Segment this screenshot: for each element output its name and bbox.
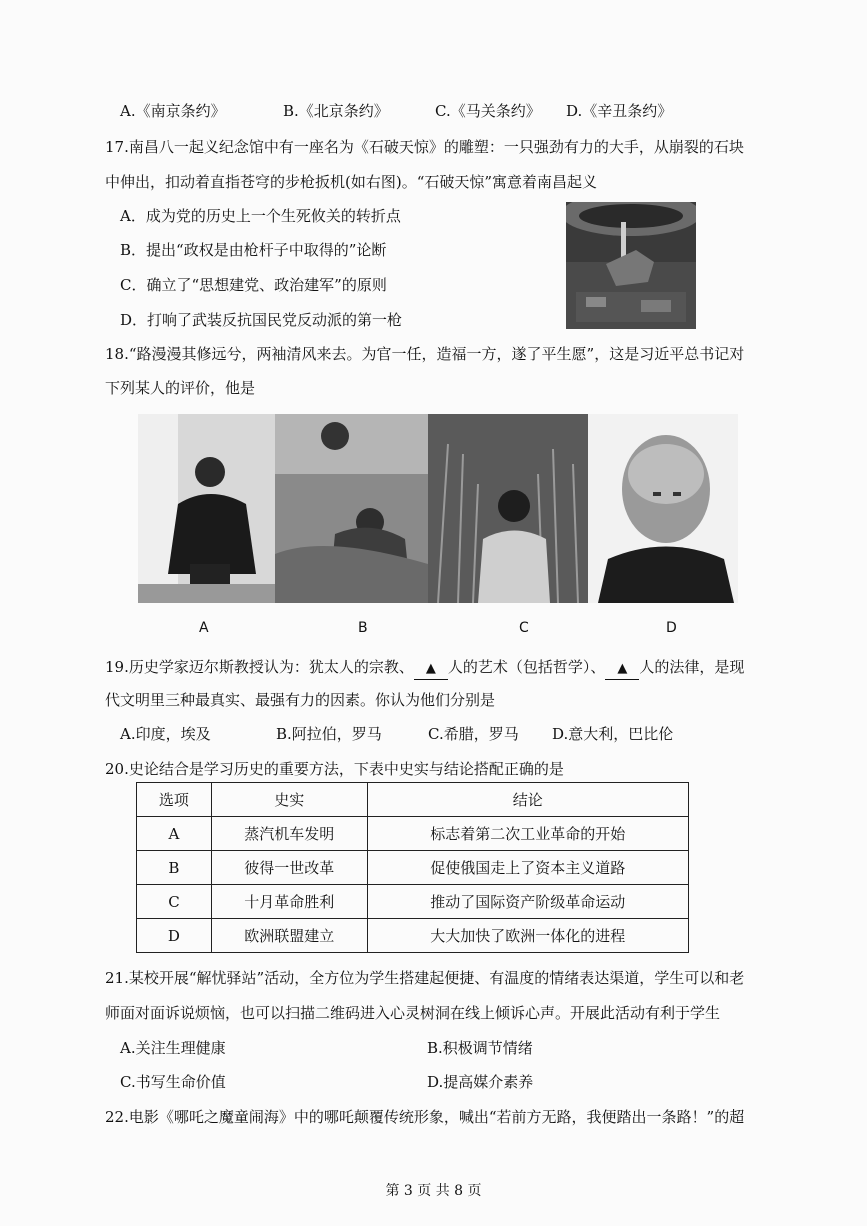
table-cell-option: C — [137, 885, 212, 919]
q16-option-d: D.《辛丑条约》 — [566, 102, 673, 120]
table-row — [137, 919, 689, 953]
q19-blank-2: ▲ — [605, 659, 639, 680]
table-cell-option: A — [137, 817, 212, 851]
q19-stem-line1 — [105, 657, 744, 680]
q19-option-b: B.阿拉伯，罗马 — [276, 725, 382, 743]
page-footer: 第 3 页 共 8 页 — [385, 1183, 482, 1199]
table-cell-fact: 蒸汽机车发明 — [211, 817, 367, 851]
q17-option-c: C．确立了“思想建党、政治建军”的原则 — [120, 276, 387, 294]
table-row — [137, 885, 689, 919]
header-fact: 史实 — [211, 783, 367, 817]
header-conclusion: 结论 — [367, 783, 688, 817]
q21-stem-line2: 师面对面诉说烦恼，也可以扫描二维码进入心灵树洞在线上倾诉心声。开展此活动有利于学生 — [105, 1004, 721, 1022]
portrait-photo-d — [588, 414, 738, 603]
q19-stem-part3: 人的法律，是现 — [639, 658, 745, 676]
q21-option-b: B.积极调节情绪 — [427, 1039, 533, 1057]
q17-option-b: B．提出“政权是由枪杆子中取得的”论断 — [120, 241, 387, 259]
caption-c: C — [519, 620, 529, 636]
header-option: 选项 — [137, 783, 212, 817]
q21-stem-line1: 21.某校开展“解忧驿站”活动，全方位为学生搭建起便捷、有温度的情绪表达渠道，学生可以和老 — [105, 969, 745, 987]
q16-option-c: C.《马关条约》 — [435, 102, 541, 120]
portrait-photo-b — [275, 414, 428, 603]
q17-option-a: A．成为党的历史上一个生死攸关的转折点 — [120, 207, 401, 225]
q20-stem: 20.史论结合是学习历史的重要方法，下表中史实与结论搭配正确的是 — [105, 760, 564, 778]
q19-stem-part1: 19.历史学家迈尔斯教授认为：犹太人的宗教、 — [105, 658, 414, 676]
table-cell-fact: 欧洲联盟建立 — [211, 919, 367, 953]
table-cell-conclusion: 推动了国际资产阶级革命运动 — [367, 885, 688, 919]
q19-option-c: C.希腊，罗马 — [428, 725, 519, 743]
portrait-photo-c — [428, 414, 588, 603]
q18-stem-line2: 下列某人的评价，他是 — [105, 379, 256, 397]
q17-stem-line2: 中伸出，扣动着直指苍穹的步枪扳机(如右图)。“石破天惊”寓意着南昌起义 — [105, 173, 598, 191]
table-cell-fact: 彼得一世改革 — [211, 851, 367, 885]
q17-option-d: D．打响了武装反抗国民党反动派的第一枪 — [120, 311, 403, 329]
q17-stem-line1: 17.南昌八一起义纪念馆中有一座名为《石破天惊》的雕塑：一只强劲有力的大手，从崩裂的石块 — [105, 138, 744, 156]
portrait-photo-a — [138, 414, 275, 603]
q21-option-c: C.书写生命价值 — [120, 1073, 226, 1091]
q19-stem-part2: 人的艺术（包括哲学）、 — [447, 658, 606, 676]
caption-b: B — [358, 620, 368, 636]
q22-stem-line1: 22.电影《哪吒之魔童闹海》中的哪吒颠覆传统形象，喊出“若前方无路，我便踏出一条路！”的超 — [105, 1108, 745, 1126]
table-cell-option: D — [137, 919, 212, 953]
q16-option-a: A.《南京条约》 — [120, 102, 226, 120]
q18-stem-line1: 18.“路漫漫其修远兮，两袖清风来去。为官一任，造福一方，遂了平生愿”，这是习近平总书记对 — [105, 345, 745, 363]
q19-stem-line2: 代文明里三种最真实、最强有力的因素。你认为他们分别是 — [105, 691, 496, 709]
q19-option-d: D.意大利，巴比伦 — [552, 725, 674, 743]
table-cell-option: B — [137, 851, 212, 885]
table-cell-conclusion: 标志着第二次工业革命的开始 — [367, 817, 688, 851]
sculpture-photo — [566, 202, 696, 329]
q21-option-d: D.提高媒介素养 — [427, 1073, 534, 1091]
table-row — [137, 817, 689, 851]
q19-option-a: A.印度，埃及 — [120, 725, 211, 743]
q16-option-b: B.《北京条约》 — [283, 102, 389, 120]
q19-blank-1: ▲ — [414, 659, 448, 680]
q21-option-a: A.关注生理健康 — [120, 1039, 226, 1057]
table-header-row — [137, 783, 689, 817]
caption-d: D — [666, 620, 677, 636]
history-table — [136, 782, 689, 953]
table-cell-conclusion: 促使俄国走上了资本主义道路 — [367, 851, 688, 885]
caption-a: A — [199, 620, 209, 636]
table-cell-fact: 十月革命胜利 — [211, 885, 367, 919]
table-cell-conclusion: 大大加快了欧洲一体化的进程 — [367, 919, 688, 953]
table-row — [137, 851, 689, 885]
